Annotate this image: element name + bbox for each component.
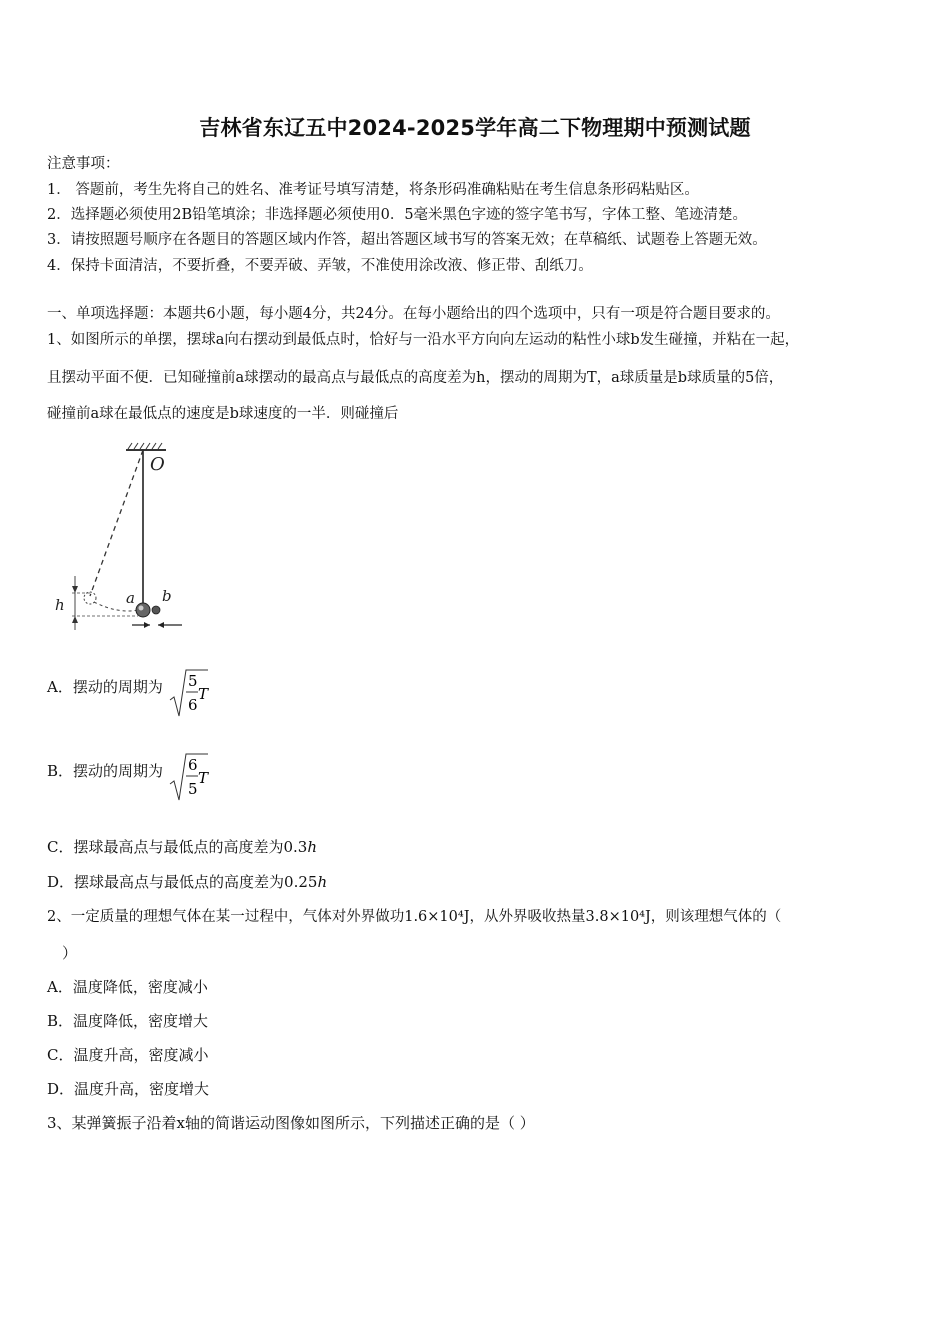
q2-line1: 2、一定质量的理想气体在某一过程中，气体对外界做功1.6×10⁴J，从外界吸收热量3.8×10⁴J，则该理想气体的（ <box>47 909 782 925</box>
q2-line2: ） <box>62 944 78 962</box>
dashed-string <box>90 450 143 596</box>
notice-item-2: 2．选择题必须使用2B铅笔填涂；非选择题必须使用0．5毫米黑色字迹的签字笔书写，字体工整、笔迹清楚。 <box>47 207 748 223</box>
option-a-text: A．摆动的周期为 <box>47 678 163 696</box>
q2-option-c[interactable]: C．温度升高，密度减小 <box>47 1046 209 1064</box>
label-b: b <box>162 587 172 605</box>
label-h: h <box>55 596 65 614</box>
sqrt-fraction-6-5 <box>168 750 210 806</box>
pendulum-figure <box>50 438 200 638</box>
ball-a <box>136 603 150 617</box>
page-title: 吉林省东辽五中2024-2025学年高二下物理期中预测试题 <box>199 116 751 140</box>
ceiling-support <box>126 443 166 450</box>
option-c-text: C．摆球最高点与最低点的高度差为0.3 <box>47 838 308 856</box>
ball-b <box>152 606 160 614</box>
q2-option-b[interactable]: B．温度降低，密度增大 <box>47 1012 209 1030</box>
var-T-b: T <box>197 769 208 787</box>
notice-heading: 注意事项： <box>47 156 120 172</box>
frac-den-b: 5 <box>187 780 198 798</box>
label-O: O <box>150 454 165 475</box>
option-d-text: D．摆球最高点与最低点的高度差为0.25 <box>47 873 318 891</box>
q3-line1: 3、某弹簧振子沿着x轴的简谐运动图像如图所示，下列描述正确的是（ ） <box>47 1114 535 1132</box>
frac-num-b: 6 <box>187 756 198 774</box>
q1-option-c[interactable] <box>47 836 317 857</box>
q1-line1: 1、如图所示的单摆，摆球a向右摆动到最低点时，恰好与一沿水平方向向左运动的粘性小球b发生碰撞，并粘在一起， <box>47 332 800 348</box>
q1-line2: 且摆动平面不便．已知碰撞前a球摆动的最高点与最低点的高度差为h，摆动的周期为T，a球质量是b球质量的5倍， <box>47 370 784 386</box>
notice-item-1: 1． 答题前，考生先将自己的姓名、准考证号填写清楚，将条形码准确粘贴在考生信息条形码粘贴区。 <box>47 182 699 198</box>
q1-line3: 碰撞前a球在最低点的速度是b球速度的一半．则碰撞后 <box>47 406 399 422</box>
q2-option-d[interactable]: D．温度升高，密度增大 <box>47 1080 210 1098</box>
label-a: a <box>126 589 135 607</box>
var-T-a: T <box>197 685 208 703</box>
frac-num-a: 5 <box>187 672 198 690</box>
frac-den-a: 6 <box>187 696 198 714</box>
option-c-var: h <box>307 838 318 856</box>
q2-option-a[interactable]: A．温度降低，密度减小 <box>47 978 208 996</box>
q1-option-a[interactable] <box>47 666 210 722</box>
option-d-var: h <box>317 873 328 891</box>
option-b-text: B．摆动的周期为 <box>47 762 164 780</box>
q1-option-d[interactable] <box>47 871 327 892</box>
notice-item-4: 4．保持卡面清洁，不要折叠，不要弄破、弄皱，不准使用涂改液、修正带、刮纸刀。 <box>47 258 593 274</box>
notice-item-3: 3．请按照题号顺序在各题目的答题区域内作答，超出答题区域书写的答案无效；在草稿纸、试题卷上答题无效。 <box>47 232 767 248</box>
q1-option-b[interactable] <box>47 750 210 806</box>
sqrt-fraction-5-6 <box>168 666 210 722</box>
section-heading: 一、单项选择题：本题共6小题，每小题4分，共24分。在每小题给出的四个选项中，只有一项是符合题目要求的。 <box>47 306 780 322</box>
